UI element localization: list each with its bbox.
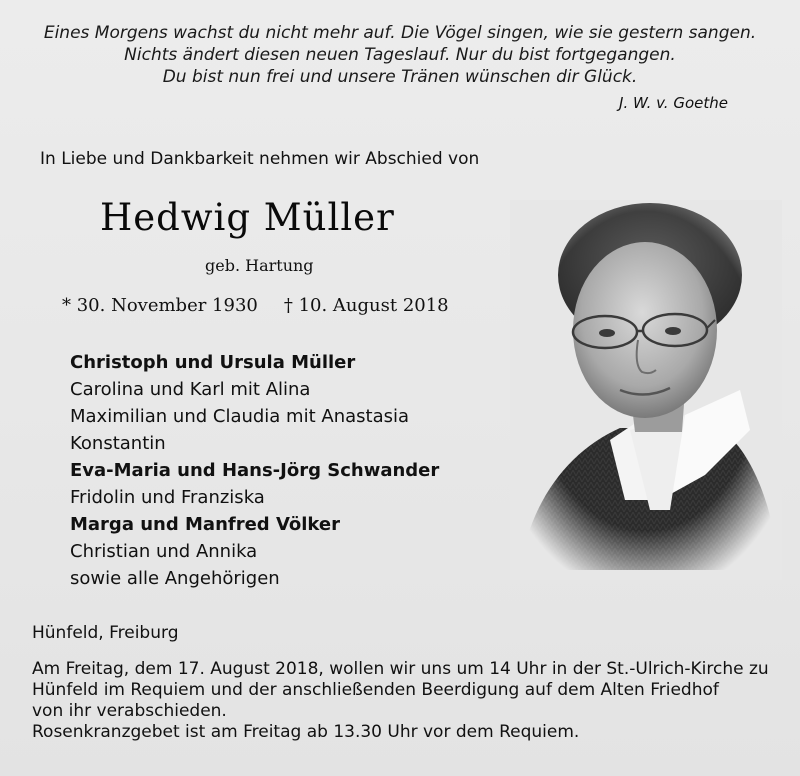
place-text: Hünfeld, Freiburg [32,623,179,643]
poem-line: Nichts ändert diesen neuen Tageslauf. Nur du bist fortgegangen. [124,45,676,65]
service-line: Hünfeld im Requiem und der anschließenden Beerdigung auf dem Alten Friedhof [32,680,719,700]
family-line: Konstantin [70,433,166,454]
service-info [32,659,782,743]
family-line: Marga und Manfred Völker [70,514,341,535]
maiden-name: geb. Hartung [205,256,314,275]
service-line: Am Freitag, dem 17. August 2018, wollen wir uns um 14 Uhr in der St.-Ulrich-Kirche zu [32,659,769,679]
intro-text: In Liebe und Dankbarkeit nehmen wir Abschied von [40,149,480,169]
life-dates [62,295,492,316]
family-line: Christian und Annika [70,541,258,562]
poem-author: J. W. v. Goethe [619,94,728,112]
family-line: Christoph und Ursula Müller [70,352,356,373]
portrait-photo [510,200,782,580]
family-line: Carolina und Karl mit Alina [70,379,311,400]
family-line: Eva-Maria und Hans-Jörg Schwander [70,460,440,481]
family-line: Maximilian und Claudia mit Anastasia [70,406,410,427]
deceased-name: Hedwig Müller [100,196,395,239]
family-line: sowie alle Angehörigen [70,568,280,589]
poem-line: Du bist nun frei und unsere Tränen wünschen dir Glück. [162,67,638,87]
service-line: von ihr verabschieden. [32,701,227,721]
service-line: Rosenkranzgebet ist am Freitag ab 13.30 Uhr vor dem Requiem. [32,722,580,742]
family-list [70,349,439,592]
poem-line: Eines Morgens wachst du nicht mehr auf. Die Vögel singen, wie sie gestern sangen. [43,23,757,43]
birth-date: * 30. November 1930 [62,295,258,316]
family-line: Fridolin und Franziska [70,487,265,508]
poem [40,22,760,88]
death-date: † 10. August 2018 [283,295,449,316]
